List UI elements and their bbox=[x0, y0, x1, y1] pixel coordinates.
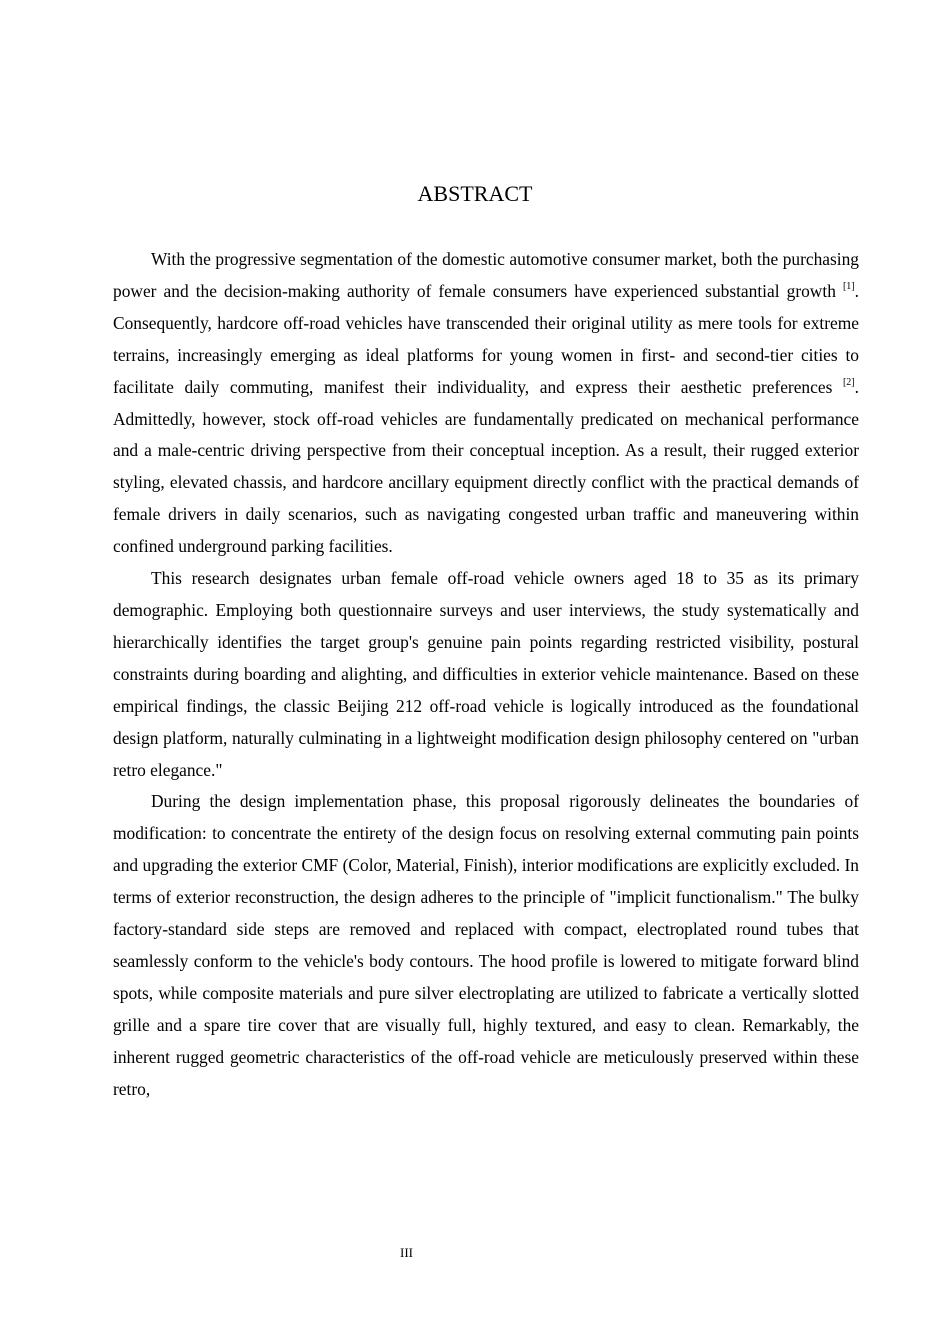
citation-1: [1] bbox=[842, 281, 855, 293]
paragraph-1-part-c: . Admittedly, however, stock off-road vehicles are fundamentally predicated on mechanical performance and a male-centric driving perspective from their conceptual inception. As a result, their rugged exterior styling, elevated chassis, and hardcore ancillary equipment directly conflict with the practical demands of female drivers in daily scenarios, such as navigating congested urban traffic and maneuvering within confined underground parking facilities. bbox=[113, 376, 859, 557]
paragraph-1-part-a: With the progressive segmentation of the domestic automotive consumer market, both the purchasing power and the decision-making authority of female consumers have experienced substantial growth bbox=[113, 249, 859, 301]
abstract-body bbox=[113, 244, 859, 1105]
page-title: ABSTRACT bbox=[417, 181, 533, 206]
paragraph-1-part-b: . Consequently, hardcore off-road vehicles have transcended their original utility as mere tools for extreme terrains, increasingly emerging as ideal platforms for young women in first- and second-tier cities to facilitate daily commuting, manifest their individuality, and express their aesthetic preferences bbox=[113, 280, 859, 397]
paragraph-3: During the design implementation phase, this proposal rigorously delineates the boundaries of modification: to concentrate the entirety of the design focus on resolving external commuting pain points and upgrading the exterior CMF (Color, Material, Finish), interior modifications are explicitly excluded. In terms of exterior reconstruction, the design adheres to the principle of "implicit functionalism." The bulky factory-standard side steps are removed and replaced with compact, electroplated round tubes that seamlessly conform to the vehicle's body contours. The hood profile is lowered to mitigate forward blind spots, while composite materials and pure silver electroplating are utilized to fabricate a vertically slotted grille and a spare tire cover that are visually full, highly textured, and easy to clean. Remarkably, the inherent rugged geometric characteristics of the off-road vehicle are meticulously preserved within these retro, bbox=[113, 791, 859, 1099]
citation-2: [2] bbox=[842, 376, 855, 388]
paragraph-1 bbox=[113, 244, 859, 563]
paragraph-2: This research designates urban female off-road vehicle owners aged 18 to 35 as its primary demographic. Employing both questionnaire surveys and user interviews, the study systematically and hierarchically identifies the target group's genuine pain points regarding restricted visibility, postural constraints during boarding and alighting, and difficulties in exterior vehicle maintenance. Based on these empirical findings, the classic Beijing 212 off-road vehicle is logically introduced as the foundational design platform, naturally culminating in a lightweight modification design philosophy centered on "urban retro elegance." bbox=[113, 568, 859, 780]
page-number: III bbox=[400, 1245, 413, 1260]
